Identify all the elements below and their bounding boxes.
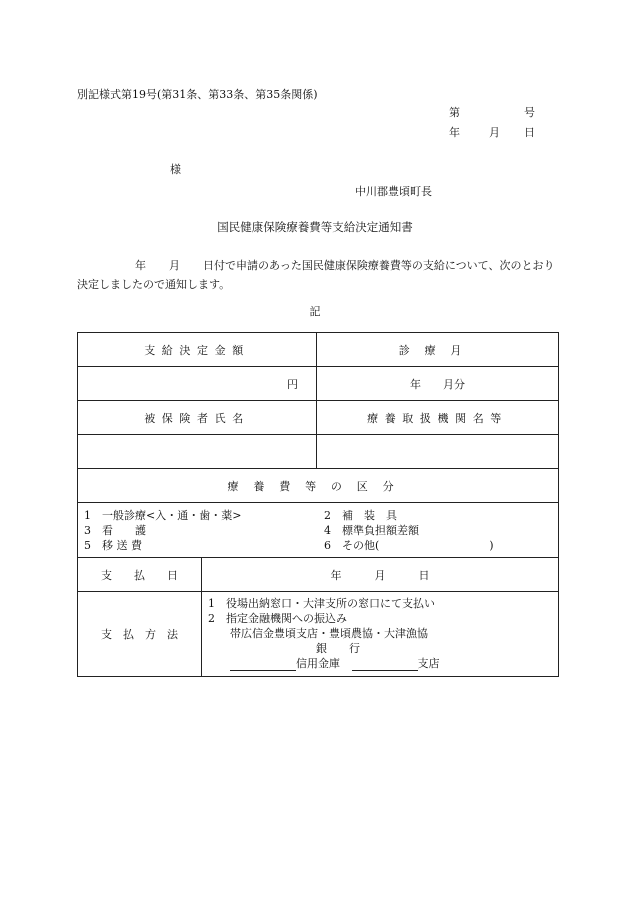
bank-name-blank	[230, 659, 296, 671]
payment-table	[77, 332, 559, 677]
institution-label: 療養取扱機関名等	[317, 401, 559, 435]
decision-amount-label: 支給決定金額	[78, 333, 317, 367]
addressee-suffix: 様	[170, 163, 181, 176]
bank-label: 銀 行	[316, 642, 360, 655]
payment-option-2: 2 指定金融機関への振込み	[208, 612, 347, 625]
category-row: 3 看 護 4 標準負担額差額	[84, 524, 419, 537]
shinkin-label: 信用金庫	[296, 657, 340, 670]
date-month: 月	[489, 126, 500, 139]
category-row: 5 移 送 費 6 その他( )	[84, 539, 494, 552]
document-number	[449, 104, 535, 120]
date-year: 年	[449, 126, 460, 139]
body-rest: 日付で申請のあった国民健康保険療養費等の支給について、次のとおり決定しましたので通知します。	[77, 259, 555, 291]
designated-banks: 帯広信金豊頃支店・豊頃農協・大津漁協	[230, 627, 428, 640]
notice-body	[77, 256, 557, 294]
category-row: 1 一般診療<入・通・歯・薬> 2 補 装 具	[84, 509, 397, 522]
body-month: 月	[169, 259, 180, 272]
payment-date-label: 支 払 日	[78, 558, 202, 592]
number-suffix: 号	[524, 106, 535, 119]
decision-amount-value: 円	[78, 367, 317, 401]
institution-value	[317, 435, 559, 469]
document-title: 国民健康保険療養費等支給決定通知書	[217, 220, 413, 234]
number-prefix: 第	[449, 106, 460, 119]
body-year: 年	[135, 259, 146, 272]
form-id: 別記様式第19号(第31条、第33条、第35条関係)	[77, 88, 318, 101]
ki-marker: 記	[309, 305, 321, 318]
payment-method-options	[202, 592, 559, 677]
bank-branch-line	[208, 656, 552, 671]
payment-method-label: 支 払 方 法	[78, 592, 202, 677]
payment-option-1: 1 役場出納窓口・大津支所の窓口にて支払い	[208, 597, 435, 610]
insured-name-label: 被保険者氏名	[78, 401, 317, 435]
treatment-month-value: 年 月分	[317, 367, 559, 401]
date-day: 日	[524, 126, 535, 139]
branch-name-blank	[352, 659, 418, 671]
issuer: 中川郡豊頃町長	[355, 185, 432, 198]
branch-label: 支店	[417, 657, 440, 670]
insured-name-value	[78, 435, 317, 469]
category-header: 療養費等の区分	[78, 469, 559, 503]
treatment-month-label: 診療月	[317, 333, 559, 367]
category-list	[78, 503, 559, 558]
payment-date-value: 年 月 日	[202, 558, 559, 592]
